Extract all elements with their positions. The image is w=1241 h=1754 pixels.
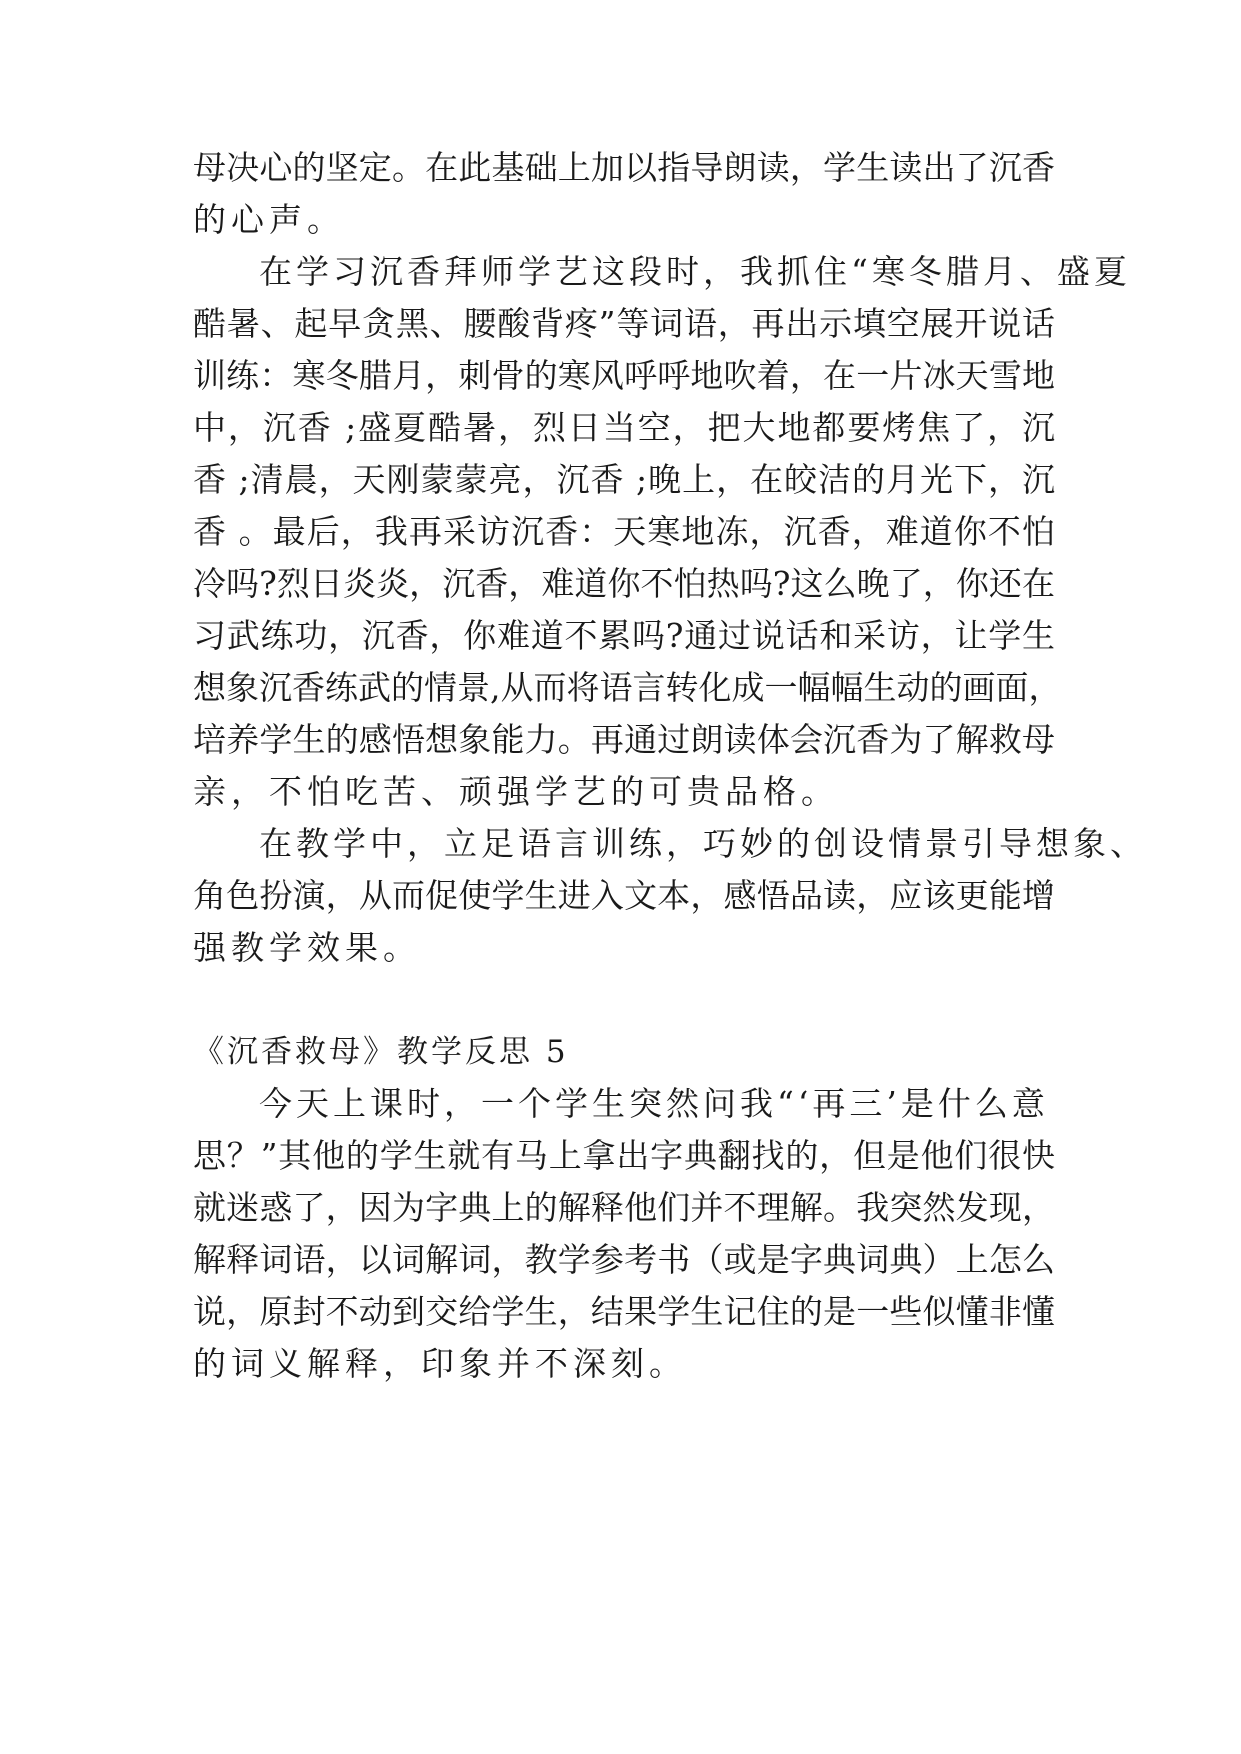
section-heading: 《沉香救母》教学反思 5 — [193, 1034, 569, 1070]
text-line: 说，原封不动到交给学生，结果学生记住的是一些似懂非懂 — [193, 1292, 1055, 1331]
text-line: 母决心的坚定。在此基础上加以指导朗读，学生读出了沉香 — [193, 148, 1055, 187]
text-line: 中，沉香 ;盛夏酷暑，烈日当空，把大地都要烤焦了，沉 — [193, 408, 1055, 447]
text-line: 思？”其他的学生就有马上拿出字典翻找的，但是他们很快 — [193, 1136, 1055, 1175]
text-line: 的心声。 — [193, 200, 345, 239]
text-line: 就迷惑了，因为字典上的解释他们并不理解。我突然发现， — [193, 1188, 1055, 1227]
text-line: 冷吗?烈日炎炎，沉香，难道你不怕热吗?这么晚了，你还在 — [193, 564, 1055, 603]
text-line: 角色扮演，从而促使学生进入文本，感悟品读，应该更能增 — [193, 876, 1055, 915]
text-line: 强教学效果。 — [193, 928, 421, 967]
text-line: 酷暑、起早贪黑、腰酸背疼”等词语，再出示填空展开说话 — [193, 304, 1055, 343]
text-line: 训练：寒冬腊月，刺骨的寒风呼呼地吹着，在一片冰天雪地 — [193, 356, 1055, 395]
paragraph-first-line: 在学习沉香拜师学艺这段时，我抓住“寒冬腊月、盛夏 — [259, 252, 1131, 291]
text-line: 培养学生的感悟想象能力。再通过朗读体会沉香为了解救母 — [193, 720, 1055, 759]
text-line: 的词义解释，印象并不深刻。 — [193, 1344, 687, 1383]
text-line: 习武练功，沉香，你难道不累吗?通过说话和采访，让学生 — [193, 616, 1055, 655]
text-line: 香 。最后，我再采访沉香：天寒地冻，沉香，难道你不怕 — [193, 512, 1055, 551]
paragraph-first-line: 今天上课时，一个学生突然问我“‘再三’是什么意 — [259, 1084, 1049, 1123]
text-line: 亲，不怕吃苦、顽强学艺的可贵品格。 — [193, 772, 839, 811]
paragraph-first-line: 在教学中，立足语言训练，巧妙的创设情景引导想象、 — [259, 824, 1147, 863]
text-line: 想象沉香练武的情景,从而将语言转化成一幅幅生动的画面， — [193, 668, 1062, 707]
text-line: 解释词语，以词解词，教学参考书（或是字典词典）上怎么 — [193, 1240, 1055, 1279]
text-line: 香 ;清晨，天刚蒙蒙亮，沉香 ;晚上，在皎洁的月光下，沉 — [193, 460, 1055, 499]
